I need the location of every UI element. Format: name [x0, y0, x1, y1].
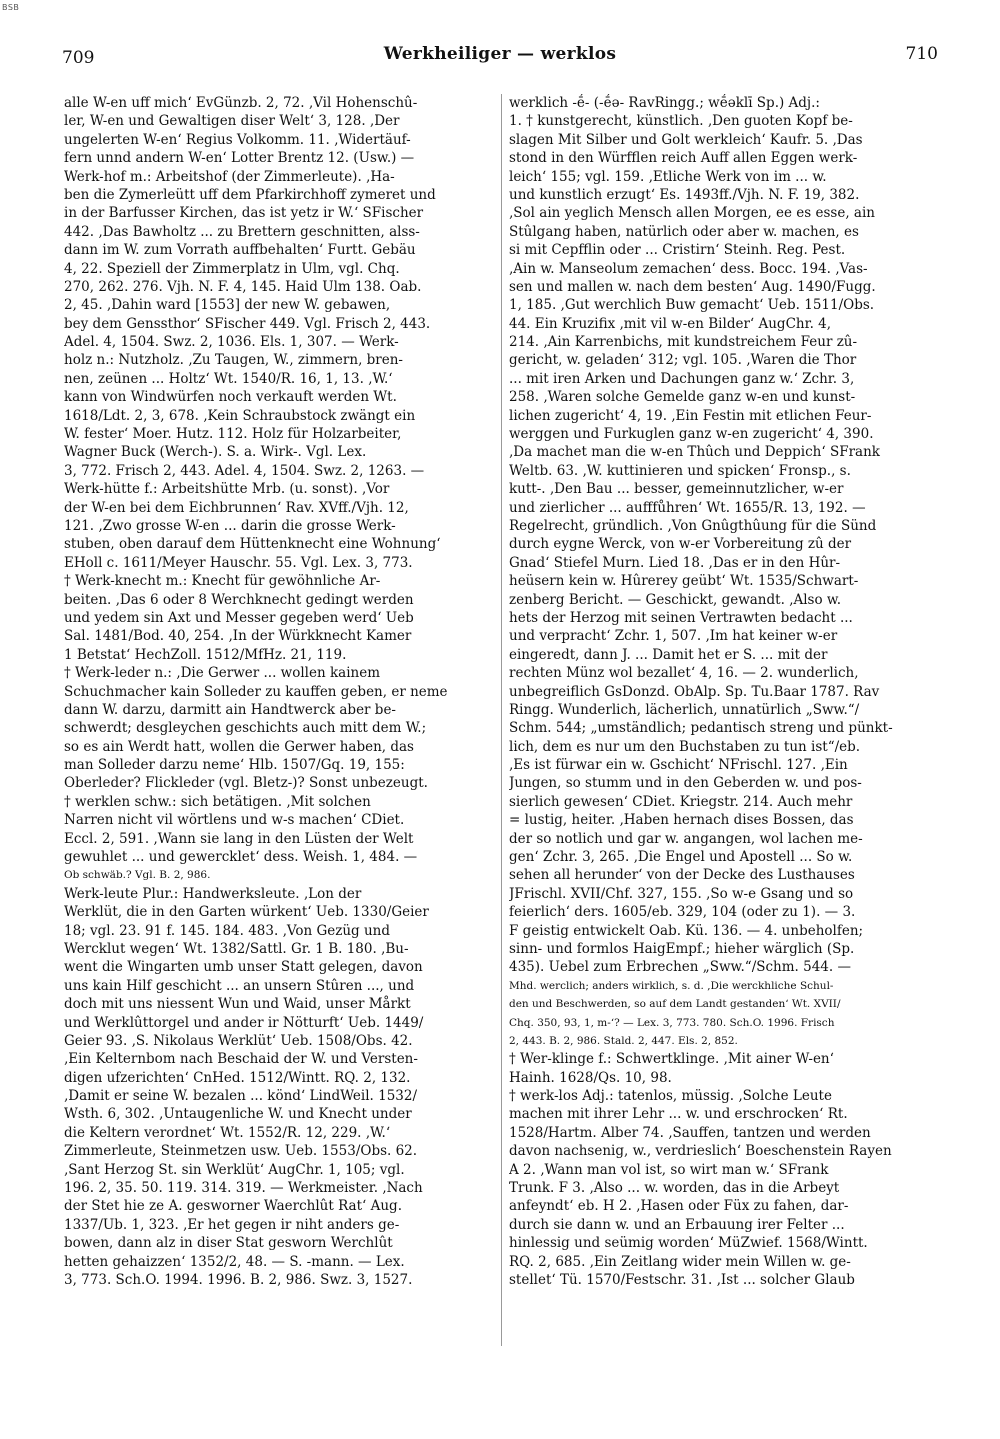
text-line: lich, dem es nur um den Buchstaben zu tun ist“/eb. — [509, 738, 861, 755]
text-line: gen‘ Zchr. 3, 265. ‚Die Engel und Apostell ... So w. — [509, 849, 853, 866]
text-line: † Wer-klinge f.: Schwertklinge. ‚Mit ainer W-en‘ — [509, 1051, 834, 1068]
text-line: 258. ‚Waren solche Gemelde ganz w-en und kunst- — [509, 389, 856, 406]
text-line: kann von Windwürfen noch verkauft werden Wt. — [64, 389, 397, 406]
text-line: ungelerten W-en‘ Regius Volkomm. 11. ‚Widertäuf- — [64, 131, 411, 148]
text-line: Mhd. werclich; anders wirklich, s. d. ‚Die werckhliche Schul- — [509, 979, 834, 992]
text-line: 435). Uebel zum Erbrechen „Sww.“/Schm. 544. — — [509, 959, 851, 976]
text-line: slagen Mit Silber und Golt werkleich‘ Kaufr. 5. ‚Das — [509, 131, 863, 148]
text-line: und kunstlich erzugt‘ Es. 1493ff./Vjh. N. F. 19, 382. — [509, 186, 860, 203]
text-line: 196. 2, 35. 50. 119. 314. 319. — Werkmeister. ‚Nach — [64, 1180, 423, 1197]
text-line: Gnad‘ Stiefel Murn. Lied 18. ‚Das er in den Hûr- — [509, 554, 841, 571]
text-line: went die Wingarten umb unser Statt gelegen, davon — [64, 959, 423, 976]
text-line: ... mit iren Arken und Dachungen ganz w.‘ Zchr. 3, — [509, 370, 855, 387]
text-line: Schuchmacher kain Solleder zu kauffen geben, er neme — [64, 683, 448, 700]
library-stamp: BSB — [2, 3, 20, 12]
text-line: davon nachsenig, w., verdrieslich‘ Boeschenstein Rayen — [509, 1143, 892, 1160]
text-line: Ringg. Wunderlich, lächerlich, unnatürlich „Sww.“/ — [509, 701, 860, 718]
text-line: 18; vgl. 23. 91 f. 145. 184. 483. ‚Von Gezüg und — [64, 922, 391, 939]
text-line: Regelrecht, gründlich. ‚Von Gnûgthûung für die Sünd — [509, 517, 877, 534]
text-line: fern unnd andern W-en‘ Lotter Brentz 12. (Usw.) — — [64, 150, 415, 167]
text-line: Trunk. F 3. ‚Also ... w. worden, das in die Arbeyt — [509, 1180, 840, 1197]
text-line: Werk-hütte f.: Arbeitshütte Mrb. (u. sonst). ‚Vor — [64, 481, 390, 498]
text-line: Narren nicht vil wörtlens und w-s machen‘ CDiet. — [64, 812, 405, 829]
text-line: Oberleder? Flickleder (vgl. Bletz-)? Sonst unbezeugt. — [64, 775, 428, 792]
text-line: 3, 773. Sch.O. 1994. 1996. B. 2, 986. Swz. 3, 1527. — [64, 1272, 413, 1288]
text-line: sehen all herunder‘ von der Decke des Lusthauses — [509, 867, 855, 884]
column-divider — [501, 94, 502, 1346]
text-line: EHoll c. 1611/Meyer Hauschr. 55. Vgl. Lex. 3, 773. — [64, 554, 413, 571]
text-line: Zimmerleute, Steinmetzen usw. Ueb. 1553/Obs. 62. — [64, 1143, 418, 1160]
text-line: der Stet hie ze A. gesworner Waerchlût Rat‘ Aug. — [64, 1198, 402, 1215]
text-line: so es ain Werdt hatt, wollen die Gerwer haben, das — [64, 738, 414, 755]
text-line: 3, 772. Frisch 2, 443. Adel. 4, 1504. Swz. 2, 1263. — — [64, 462, 425, 479]
text-line: doch mit uns niessent Wun und Waid, unser Mårkt — [64, 996, 411, 1013]
text-line: 2, 45. ‚Dahin ward [1553] der new W. gebawen, — [64, 297, 391, 314]
text-line: sierlich gewesen‘ CDiet. Kriegstr. 214. Auch mehr — [509, 793, 853, 810]
running-head: Werkheiliger — werklos — [383, 44, 617, 64]
text-line: 1337/Ub. 1, 323. ‚Er het gegen ir niht anders ge- — [64, 1216, 400, 1233]
text-line: 214. ‚Ain Karrenbichs, mit kundstreichem Feur zû- — [509, 334, 858, 351]
text-line: hinlessig und seümig worden‘ MüZwief. 1568/Wintt. — [509, 1235, 868, 1252]
text-line: sinn- und formlos HaigEmpf.; hieher wärglich (Sp. — [509, 940, 855, 957]
text-line: beiten. ‚Das 6 oder 8 Werchknecht gedingt werden — [64, 591, 414, 608]
text-line: und yedem sin Axt und Messer gegeben werd‘ Ueb — [64, 609, 414, 626]
text-line: die Keltern verordnet‘ Wt. 1552/R. 12, 229. ‚W.‘ — [64, 1124, 391, 1141]
text-line: kutt-. ‚Den Bau ... besser, gemeinnutzlicher, w-er — [509, 481, 844, 498]
text-line: den und Beschwerden, so auf dem Landt gestanden‘ Wt. XVII/ — [509, 998, 841, 1011]
text-line: 1 Betstat‘ HechZoll. 1512/MfHz. 21, 119. — [64, 646, 347, 663]
text-line: ben die Zymerleütt uff dem Pfarkirchhoff zymeret und — [64, 186, 436, 203]
text-line: ‚Ain w. Manseolum zemachen‘ dess. Bocc. 194. ‚Vas- — [509, 260, 868, 277]
text-line: sen und mallen w. nach dem besten‘ Aug. 1490/Fugg. — [509, 278, 876, 295]
text-line: Weltb. 63. ‚W. kuttinieren und spicken‘ Fronsp., s. — [509, 462, 851, 479]
text-line: digen ufzerichten‘ CnHed. 1512/Wintt. RQ. 2, 132. — [64, 1069, 411, 1086]
text-line: si mit Cepfflin oder ... Cristirn‘ Steinh. Reg. Pest. — [509, 242, 846, 259]
text-line: bowen, dann alz in diser Stat gesworn Werchlût — [64, 1235, 393, 1252]
text-line: 121. ‚Zwo grosse W-en ... darin die grosse Werk- — [64, 517, 396, 534]
text-line: heüsern kein w. Hûrerey geübt‘ Wt. 1535/Schwart- — [509, 573, 859, 590]
text-line: leich‘ 155; vgl. 159. ‚Etliche Werk von im ... w. — [509, 168, 827, 185]
text-line: durch sie dann w. und an Erbauung irer Felter ... — [509, 1216, 845, 1233]
text-line: JFrischl. XVII/Chf. 327, 155. ‚So w-e Gsang und so — [509, 885, 854, 902]
text-line: werggen und Furkuglen ganz w-en zugericht‘ 4, 390. — [509, 426, 874, 443]
text-line: 1528/Hartm. Alber 74. ‚Sauffen, tantzen und werden — [509, 1124, 871, 1141]
text-line: ‚Es ist fürwar ein w. Gschicht‘ NFrischl. 127. ‚Ein — [509, 757, 848, 774]
text-line: stellet‘ Tü. 1570/Festschr. 31. ‚Ist ... solcher Glaub — [509, 1272, 855, 1288]
text-line: Sal. 1481/Bod. 40, 254. ‚In der Würkknecht Kamer — [64, 628, 412, 645]
text-line: = lustig, heiter. ‚Haben hernach dises Bossen, das — [509, 812, 854, 829]
text-line: in der Barfusser Kirchen, das ist yetz ir W.‘ SFischer — [64, 205, 424, 222]
text-line: A 2. ‚Wann man vol ist, so wirt man w.‘ SFrank — [509, 1161, 829, 1178]
text-line: ‚Damit er seine W. bezalen ... könd‘ LindWeil. 1532/ — [64, 1088, 418, 1105]
text-line: uns kain Hilf geschicht ... an unsern Stûren ..., und — [64, 977, 415, 994]
text-line: † werklen schw.: sich betätigen. ‚Mit solchen — [64, 793, 371, 810]
text-line: lichen zugericht‘ 4, 19. ‚Ein Festin mit etlichen Feur- — [509, 407, 872, 424]
text-line: werklich -ḗ- (-ḗə- RavRingg.; wḗəklī Sp.) Adj.: — [509, 95, 820, 111]
text-line: ler, W-en und Gewaltigen diser Welt‘ 3, 128. ‚Der — [64, 113, 400, 130]
text-line: eingeredt, dann J. ... Damit het er S. ... mit der — [509, 646, 828, 663]
text-line: 1. † kunstgerecht, künstlich. ‚Den guoten Kopf be- — [509, 113, 853, 130]
text-line: nen, zeünen ... Holtz‘ Wt. 1540/R. 16, 1, 13. ‚W.‘ — [64, 370, 393, 387]
text-line: man Solleder darzu neme‘ Hlb. 1507/Gq. 19, 155: — [64, 757, 405, 774]
text-line: rechten Münz wol bezallet‘ 4, 16. — 2. wunderlich, — [509, 665, 859, 682]
page-number-left: 709 — [62, 48, 95, 68]
text-line: zenberg Bericht. — Geschickt, gewandt. ‚Also w. — [509, 591, 842, 608]
text-line: schwerdt; desgleychen geschichts auch mitt dem W.; — [64, 720, 427, 737]
text-line: gericht, w. geladen‘ 312; vgl. 105. ‚Waren die Thor — [509, 352, 857, 369]
text-line: hetten gehaizzen‘ 1352/2, 48. — S. -mann. — Lex. — [64, 1253, 405, 1270]
text-line: und Werklûttorgel und ander ir Nötturft‘ Ueb. 1449/ — [64, 1014, 424, 1031]
text-line: Wagner Buck (Werch-). S. a. Wirk-. Vgl. Lex. — [64, 444, 367, 461]
text-line: 4, 22. Speziell der Zimmerplatz in Ulm, vgl. Chq. — [64, 260, 400, 277]
text-line: der so notlich und gar w. angangen, wol lachen me- — [509, 830, 863, 847]
text-line: der W-en bei dem Eichbrunnen‘ Rav. XVff./Vjh. 12, — [64, 499, 409, 516]
text-line: 1, 185. ‚Gut werchlich Buw gemacht‘ Ueb. 1511/Obs. — [509, 297, 875, 314]
right-column — [509, 94, 939, 1289]
text-line: Wsth. 6, 302. ‚Untaugenliche W. und Knecht under — [64, 1106, 412, 1123]
text-line: Werklüt, die in den Garten würkent‘ Ueb. 1330/Geier — [64, 904, 429, 921]
text-line: unbegreiflich GsDonzd. ObAlp. Sp. Tu.Baar 1787. Rav — [509, 683, 880, 700]
text-line: W. fester‘ Moer. Hutz. 112. Holz für Holzarbeiter, — [64, 426, 402, 443]
text-line: stond in den Würfflen reich Auff allen Eggen werk- — [509, 150, 858, 167]
text-line: hets der Herzog mit seinen Vertrawten bedacht ... — [509, 609, 853, 626]
text-line: dann im W. zum Vorrath auffbehalten‘ Furtt. Gebäu — [64, 242, 416, 259]
text-line: Ob schwäb.? Vgl. B. 2, 986. — [64, 869, 211, 882]
text-line: und zierlicher ... aufffůhren‘ Wt. 1655/R. 13, 192. — — [509, 499, 866, 516]
text-line: RQ. 2, 685. ‚Ein Zeitlang wider mein Willen w. ge- — [509, 1253, 851, 1270]
text-line: 442. ‚Das Bawholtz ... zu Brettern geschnitten, alss- — [64, 223, 420, 240]
text-line: 44. Ein Kruzifix ‚mit vil w-en Bilder‘ AugChr. 4, — [509, 315, 832, 332]
text-line: Chq. 350, 93, 1, m-‘? — Lex. 3, 773. 780. Sch.O. 1996. Frisch — [509, 1016, 835, 1029]
text-line: Wercklut wegen‘ Wt. 1382/Sattl. Gr. 1 B. 180. ‚Bu- — [64, 940, 409, 957]
text-line: anfeyndt‘ eb. H 2. ‚Hasen oder Füx zu fahen, dar- — [509, 1198, 849, 1215]
text-line: ‚Sol ain yeglich Mensch allen Morgen, ee es esse, ain — [509, 205, 875, 222]
text-line: feierlich‘ ders. 1605/eb. 329, 104 (oder zu 1). — 3. — [509, 904, 856, 921]
page-number-right: 710 — [905, 44, 938, 64]
text-line: Werk-leute Plur.: Handwerksleute. ‚Lon der — [64, 885, 362, 902]
text-line: † Werk-knecht m.: Knecht für gewöhnliche Ar- — [64, 573, 381, 590]
text-line: 1618/Ldt. 2, 3, 678. ‚Kein Schraubstock zwängt ein — [64, 407, 416, 424]
text-line: und verpracht‘ Zchr. 1, 507. ‚Im hat keiner w-er — [509, 628, 838, 645]
text-line: ‚Sant Herzog St. sin Werklüt‘ AugChr. 1, 105; vgl. — [64, 1161, 405, 1178]
text-line: 2, 443. B. 2, 986. Stald. 2, 447. Els. 2, 852. — [509, 1034, 738, 1047]
text-line: ‚Ein Kelternbom nach Beschaid der W. und Versten- — [64, 1051, 418, 1068]
text-line: durch eygne Werck, von w-er Vorbereitung zû der — [509, 536, 852, 553]
text-line: bey dem Genssthor‘ SFischer 449. Vgl. Frisch 2, 443. — [64, 315, 431, 332]
text-line: † werk-los Adj.: tatenlos, müssig. ‚Solche Leute — [509, 1088, 832, 1105]
text-line: Jungen, so stumm und in den Geberden w. und pos- — [509, 775, 862, 792]
text-line: ‚Da machet man die w-en Thûch und Deppich‘ SFrank — [509, 444, 880, 461]
text-line: Hainh. 1628/Qs. 10, 98. — [509, 1069, 672, 1086]
text-line: 270, 262. 276. Vjh. N. F. 4, 145. Haid Ulm 138. Oab. — [64, 278, 422, 295]
text-line: alle W-en uff mich‘ EvGünzb. 2, 72. ‚Vil Hohenschû- — [64, 95, 418, 111]
text-line: holz n.: Nutzholz. ‚Zu Taugen, W., zimmern, bren- — [64, 352, 403, 369]
text-line: gewuhlet ... und gewercklet‘ dess. Weish. 1, 484. — — [64, 849, 418, 866]
text-line: † Werk-leder n.: ‚Die Gerwer ... wollen kainem — [64, 665, 380, 682]
text-line: Schm. 544; „umständlich; pedantisch streng und pünkt- — [509, 720, 893, 737]
text-line: dann W. darzu, darmitt ain Handtwerck aber be- — [64, 701, 396, 718]
text-line: Adel. 4, 1504. Swz. 2, 1036. Els. 1, 307. — Werk- — [64, 334, 399, 351]
text-line: Werk-hof m.: Arbeitshof (der Zimmerleute). ‚Ha- — [64, 168, 395, 185]
page-header — [62, 44, 938, 74]
text-line: machen mit ihrer Lehr ... w. und erschrocken‘ Rt. — [509, 1106, 848, 1123]
text-line: F geistig entwickelt Oab. Kü. 136. — 4. unbeholfen; — [509, 922, 864, 939]
text-line: Stûlgang haben, natürlich oder aber w. machen, es — [509, 223, 859, 240]
text-line: stuben, oben darauf dem Hüttenknecht eine Wohnung‘ — [64, 536, 441, 553]
text-line: Eccl. 2, 591. ‚Wann sie lang in den Lüsten der Welt — [64, 830, 414, 847]
text-line: Geier 93. ‚S. Nikolaus Werklüt‘ Ueb. 1508/Obs. 42. — [64, 1032, 413, 1049]
left-column — [64, 94, 496, 1289]
